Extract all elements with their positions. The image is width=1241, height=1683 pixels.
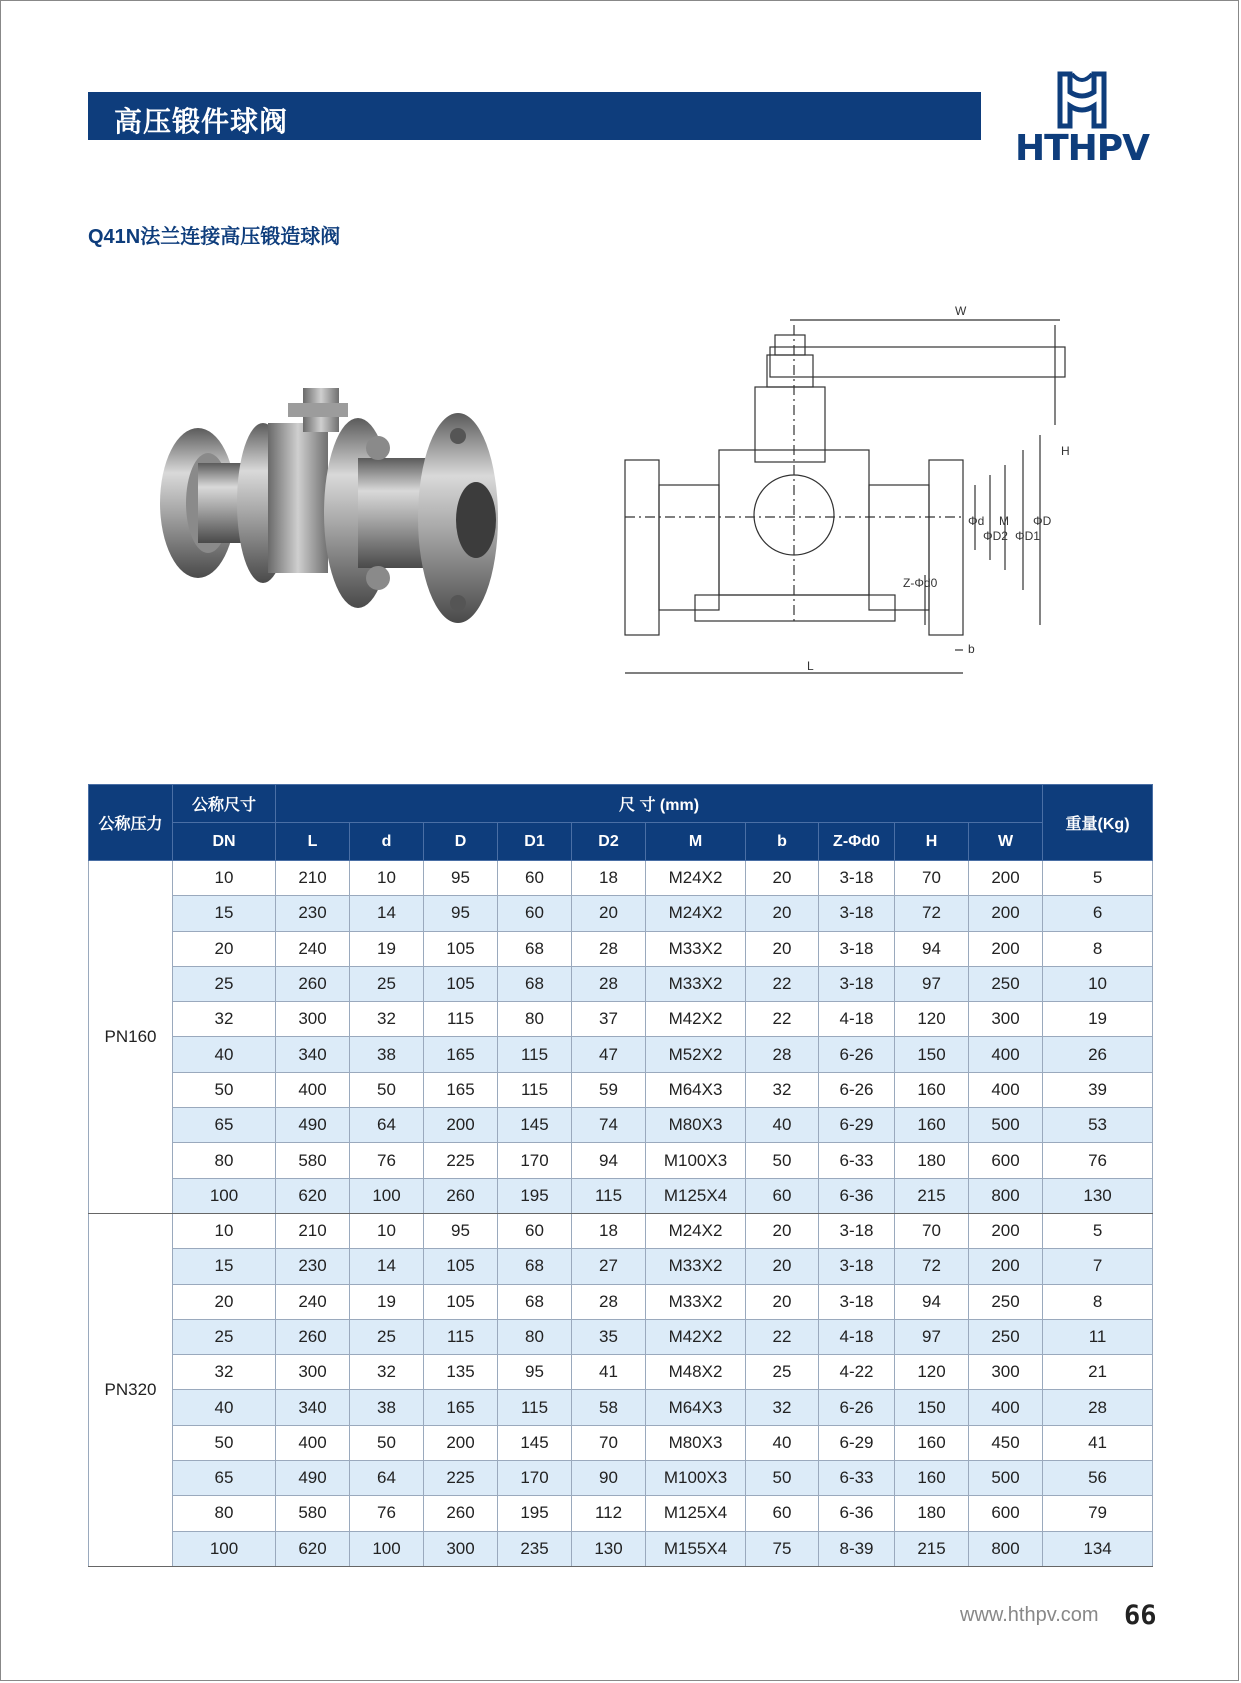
header-size: 公称尺寸 (173, 785, 276, 823)
header-dimensions: 尺 寸 (mm) (276, 785, 1043, 823)
table-cell: 20 (746, 1284, 819, 1319)
table-cell: M24X2 (646, 861, 746, 896)
table-cell: 32 (173, 1002, 276, 1037)
table-cell: 134 (1043, 1531, 1153, 1566)
footer-url: www.hthpv.com (960, 1604, 1099, 1626)
table-cell: 79 (1043, 1496, 1153, 1531)
table-cell: 25 (350, 966, 424, 1001)
table-cell: 5 (1043, 861, 1153, 896)
table-row (89, 861, 1153, 896)
table-cell: 3-18 (819, 861, 895, 896)
table-cell: 64 (350, 1108, 424, 1143)
table-cell: 225 (424, 1461, 498, 1496)
table-cell: 97 (895, 1319, 969, 1354)
table-cell: 40 (173, 1390, 276, 1425)
table-cell: 70 (895, 861, 969, 896)
table-cell: 160 (895, 1108, 969, 1143)
table-row (89, 1072, 1153, 1107)
table-cell: 8-39 (819, 1531, 895, 1566)
table-cell: 600 (969, 1496, 1043, 1531)
table-cell: M80X3 (646, 1108, 746, 1143)
table-cell: 20 (746, 1249, 819, 1284)
table-cell: 60 (498, 861, 572, 896)
table-cell: 38 (350, 1390, 424, 1425)
table-cell: 18 (572, 861, 646, 896)
header-pressure: 公称压力 (89, 785, 173, 861)
product-subtitle: Q41N法兰连接高压锻造球阀 (88, 226, 341, 248)
table-cell: 47 (572, 1037, 646, 1072)
table-cell: 500 (969, 1108, 1043, 1143)
table-cell: 20 (746, 861, 819, 896)
table-cell: M125X4 (646, 1496, 746, 1531)
table-cell: 260 (424, 1496, 498, 1531)
table-cell: 10 (350, 861, 424, 896)
table-row (89, 1284, 1153, 1319)
table-cell: 150 (895, 1037, 969, 1072)
table-cell: M24X2 (646, 896, 746, 931)
table-cell: 70 (572, 1425, 646, 1460)
table-cell: 195 (498, 1178, 572, 1213)
table-cell: 50 (173, 1072, 276, 1107)
table-cell: M33X2 (646, 931, 746, 966)
table-cell: 4-18 (819, 1002, 895, 1037)
table-cell: 68 (498, 1284, 572, 1319)
table-cell: M42X2 (646, 1319, 746, 1354)
table-cell: 135 (424, 1355, 498, 1390)
table-cell: 32 (350, 1002, 424, 1037)
spec-table-body (89, 861, 1153, 1567)
table-cell: 4-22 (819, 1355, 895, 1390)
table-cell: 25 (350, 1319, 424, 1354)
table-cell: 40 (746, 1425, 819, 1460)
table-cell: 6-29 (819, 1108, 895, 1143)
table-cell: 7 (1043, 1249, 1153, 1284)
table-cell: 500 (969, 1461, 1043, 1496)
dim-label-b: b (968, 642, 975, 656)
table-cell: 3-18 (819, 966, 895, 1001)
header-col-w: W (969, 823, 1043, 861)
table-cell: 38 (350, 1037, 424, 1072)
table-cell: 150 (895, 1390, 969, 1425)
table-cell: 6-33 (819, 1461, 895, 1496)
table-row (89, 1178, 1153, 1213)
table-cell: 26 (1043, 1037, 1153, 1072)
dim-label-w: W (955, 304, 967, 318)
table-row (89, 931, 1153, 966)
table-cell: M80X3 (646, 1425, 746, 1460)
table-cell: 180 (895, 1143, 969, 1178)
table-cell: 170 (498, 1461, 572, 1496)
page-title: 高压锻件球阀 (114, 106, 289, 137)
table-cell: 28 (572, 931, 646, 966)
table-cell: 145 (498, 1108, 572, 1143)
table-cell: 160 (895, 1461, 969, 1496)
dim-label-phi-bigd: ΦD (1033, 514, 1052, 528)
table-cell: 400 (969, 1072, 1043, 1107)
table-cell: 3-18 (819, 896, 895, 931)
table-cell: 41 (1043, 1425, 1153, 1460)
table-cell: 225 (424, 1143, 498, 1178)
table-cell: 200 (969, 896, 1043, 931)
table-cell: 32 (746, 1072, 819, 1107)
table-cell: 14 (350, 896, 424, 931)
table-cell: 32 (350, 1355, 424, 1390)
table-cell: 580 (276, 1496, 350, 1531)
table-cell: 60 (746, 1496, 819, 1531)
table-cell: 300 (969, 1355, 1043, 1390)
table-cell: 105 (424, 1249, 498, 1284)
table-cell: 490 (276, 1461, 350, 1496)
table-cell: 59 (572, 1072, 646, 1107)
table-cell: 37 (572, 1002, 646, 1037)
table-cell: 400 (969, 1390, 1043, 1425)
table-cell: 200 (424, 1425, 498, 1460)
table-cell: 19 (350, 1284, 424, 1319)
table-cell: 100 (350, 1178, 424, 1213)
table-cell: M100X3 (646, 1461, 746, 1496)
table-cell: 200 (969, 861, 1043, 896)
valve-photo (158, 388, 538, 638)
table-cell: 6-26 (819, 1037, 895, 1072)
table-cell: 340 (276, 1390, 350, 1425)
pressure-cell: PN160 (89, 861, 173, 1214)
table-row (89, 1496, 1153, 1531)
spec-table (88, 784, 1153, 1567)
table-cell: 32 (746, 1390, 819, 1425)
table-cell: 75 (746, 1531, 819, 1566)
dim-label-phi-d: Φd (968, 514, 985, 528)
table-cell: 3-18 (819, 1213, 895, 1248)
table-row (89, 966, 1153, 1001)
table-cell: 260 (276, 966, 350, 1001)
table-cell: 28 (572, 1284, 646, 1319)
header-col-h: H (895, 823, 969, 861)
table-cell: 130 (1043, 1178, 1153, 1213)
table-cell: 250 (969, 1319, 1043, 1354)
table-cell: 94 (572, 1143, 646, 1178)
table-cell: 160 (895, 1425, 969, 1460)
header-col-d2: D2 (572, 823, 646, 861)
table-cell: 40 (173, 1037, 276, 1072)
table-cell: 400 (276, 1425, 350, 1460)
table-cell: 25 (173, 966, 276, 1001)
table-cell: 76 (350, 1143, 424, 1178)
table-cell: M52X2 (646, 1037, 746, 1072)
dim-label-phi-d2: ΦD2 (983, 529, 1008, 543)
header-col-bigd: D (424, 823, 498, 861)
table-cell: 39 (1043, 1072, 1153, 1107)
table-cell: 580 (276, 1143, 350, 1178)
table-cell: M33X2 (646, 1249, 746, 1284)
table-cell: 230 (276, 1249, 350, 1284)
table-cell: 65 (173, 1108, 276, 1143)
table-cell: 180 (895, 1496, 969, 1531)
table-cell: 250 (969, 1284, 1043, 1319)
table-cell: 230 (276, 896, 350, 931)
table-cell: 28 (746, 1037, 819, 1072)
table-cell: 20 (746, 896, 819, 931)
table-cell: 97 (895, 966, 969, 1001)
table-row (89, 1249, 1153, 1284)
table-row (89, 1002, 1153, 1037)
table-cell: 18 (572, 1213, 646, 1248)
table-cell: 115 (424, 1319, 498, 1354)
table-cell: 165 (424, 1390, 498, 1425)
table-cell: 260 (276, 1319, 350, 1354)
page-number: 66 (1124, 1600, 1157, 1631)
table-cell: 6-26 (819, 1072, 895, 1107)
brand-logo (1012, 70, 1152, 170)
table-cell: 27 (572, 1249, 646, 1284)
table-cell: 6-36 (819, 1496, 895, 1531)
table-cell: 20 (746, 1213, 819, 1248)
header-weight: 重量(Kg) (1043, 785, 1153, 861)
table-cell: 3-18 (819, 1284, 895, 1319)
table-cell: 100 (173, 1531, 276, 1566)
table-cell: 94 (895, 1284, 969, 1319)
table-cell: 145 (498, 1425, 572, 1460)
table-cell: 19 (350, 931, 424, 966)
table-cell: 400 (969, 1037, 1043, 1072)
table-cell: 800 (969, 1178, 1043, 1213)
table-cell: 10 (1043, 966, 1153, 1001)
table-cell: 19 (1043, 1002, 1153, 1037)
table-cell: 112 (572, 1496, 646, 1531)
table-cell: 100 (350, 1531, 424, 1566)
table-cell: 490 (276, 1108, 350, 1143)
table-cell: 68 (498, 1249, 572, 1284)
table-cell: 74 (572, 1108, 646, 1143)
table-cell: M100X3 (646, 1143, 746, 1178)
table-cell: 35 (572, 1319, 646, 1354)
title-bar (88, 92, 981, 140)
table-cell: 3-18 (819, 1249, 895, 1284)
dim-label-h: H (1061, 444, 1070, 458)
table-cell: M42X2 (646, 1002, 746, 1037)
table-cell: 340 (276, 1037, 350, 1072)
table-cell: 165 (424, 1037, 498, 1072)
table-cell: 6-29 (819, 1425, 895, 1460)
dim-label-phi-d1: ΦD1 (1015, 529, 1040, 543)
table-cell: 300 (276, 1355, 350, 1390)
table-cell: M33X2 (646, 1284, 746, 1319)
table-cell: 200 (969, 931, 1043, 966)
table-cell: 160 (895, 1072, 969, 1107)
table-cell: 53 (1043, 1108, 1153, 1143)
table-cell: M33X2 (646, 966, 746, 1001)
table-cell: 95 (424, 1213, 498, 1248)
table-cell: 50 (350, 1072, 424, 1107)
table-cell: 64 (350, 1461, 424, 1496)
table-cell: 65 (173, 1461, 276, 1496)
table-cell: 6-26 (819, 1390, 895, 1425)
table-cell: 20 (173, 931, 276, 966)
table-cell: 105 (424, 1284, 498, 1319)
table-cell: 95 (424, 896, 498, 931)
table-cell: 8 (1043, 1284, 1153, 1319)
table-cell: 76 (350, 1496, 424, 1531)
table-cell: 32 (173, 1355, 276, 1390)
table-cell: 115 (424, 1002, 498, 1037)
table-row (89, 1425, 1153, 1460)
table-cell: 70 (895, 1213, 969, 1248)
table-cell: 120 (895, 1355, 969, 1390)
table-cell: 4-18 (819, 1319, 895, 1354)
header-col-z-d0: Z-Φd0 (819, 823, 895, 861)
logo-text: HTHPV (1014, 128, 1150, 169)
table-cell: 50 (350, 1425, 424, 1460)
table-row (89, 1355, 1153, 1390)
table-row (89, 1319, 1153, 1354)
table-cell: 300 (424, 1531, 498, 1566)
table-cell: M64X3 (646, 1390, 746, 1425)
table-cell: 115 (498, 1072, 572, 1107)
table-cell: 800 (969, 1531, 1043, 1566)
table-cell: 6-33 (819, 1143, 895, 1178)
table-cell: 50 (173, 1425, 276, 1460)
table-cell: 215 (895, 1531, 969, 1566)
table-cell: 50 (746, 1143, 819, 1178)
table-cell: 400 (276, 1072, 350, 1107)
table-cell: M64X3 (646, 1072, 746, 1107)
table-cell: 41 (572, 1355, 646, 1390)
table-cell: 25 (746, 1355, 819, 1390)
table-cell: 210 (276, 861, 350, 896)
table-cell: 450 (969, 1425, 1043, 1460)
table-cell: 115 (498, 1037, 572, 1072)
table-cell: 165 (424, 1072, 498, 1107)
table-cell: 14 (350, 1249, 424, 1284)
table-cell: 60 (498, 1213, 572, 1248)
table-cell: M125X4 (646, 1178, 746, 1213)
table-cell: 130 (572, 1531, 646, 1566)
table-cell: 170 (498, 1143, 572, 1178)
table-cell: 620 (276, 1178, 350, 1213)
pressure-cell: PN320 (89, 1213, 173, 1566)
table-cell: 60 (746, 1178, 819, 1213)
table-cell: 21 (1043, 1355, 1153, 1390)
table-row (89, 896, 1153, 931)
table-cell: 300 (969, 1002, 1043, 1037)
table-cell: 115 (498, 1390, 572, 1425)
header-col-m: M (646, 823, 746, 861)
table-cell: 80 (173, 1143, 276, 1178)
table-cell: 25 (173, 1319, 276, 1354)
table-cell: 20 (173, 1284, 276, 1319)
table-row (89, 1108, 1153, 1143)
dimension-drawing (625, 304, 1115, 680)
logo-mark-icon (1012, 70, 1152, 130)
header-col-d: d (350, 823, 424, 861)
table-cell: 100 (173, 1178, 276, 1213)
table-cell: 28 (572, 966, 646, 1001)
table-cell: 15 (173, 896, 276, 931)
table-row (89, 1461, 1153, 1496)
table-cell: 22 (746, 1002, 819, 1037)
table-cell: 235 (498, 1531, 572, 1566)
table-cell: 72 (895, 1249, 969, 1284)
table-cell: 200 (969, 1249, 1043, 1284)
header-col-l: L (276, 823, 350, 861)
header-col-d1: D1 (498, 823, 572, 861)
table-cell: 15 (173, 1249, 276, 1284)
table-cell: 260 (424, 1178, 498, 1213)
table-cell: 28 (1043, 1390, 1153, 1425)
table-cell: 120 (895, 1002, 969, 1037)
table-cell: 20 (746, 931, 819, 966)
table-cell: M48X2 (646, 1355, 746, 1390)
table-cell: 68 (498, 931, 572, 966)
table-cell: 6 (1043, 896, 1153, 931)
table-cell: 195 (498, 1496, 572, 1531)
table-cell: 11 (1043, 1319, 1153, 1354)
table-row (89, 1037, 1153, 1072)
table-cell: 250 (969, 966, 1043, 1001)
table-cell: 10 (173, 1213, 276, 1248)
table-cell: 50 (746, 1461, 819, 1496)
table-cell: 10 (173, 861, 276, 896)
table-row (89, 1531, 1153, 1566)
table-cell: 105 (424, 966, 498, 1001)
table-row (89, 1390, 1153, 1425)
table-row (89, 1213, 1153, 1248)
table-cell: 40 (746, 1108, 819, 1143)
table-cell: 200 (424, 1108, 498, 1143)
table-cell: 76 (1043, 1143, 1153, 1178)
table-cell: 215 (895, 1178, 969, 1213)
table-cell: 94 (895, 931, 969, 966)
table-cell: 105 (424, 931, 498, 966)
table-cell: 95 (498, 1355, 572, 1390)
table-row (89, 1143, 1153, 1178)
table-cell: 60 (498, 896, 572, 931)
table-cell: 210 (276, 1213, 350, 1248)
table-cell: 20 (572, 896, 646, 931)
table-cell: 22 (746, 966, 819, 1001)
table-cell: 3-18 (819, 931, 895, 966)
table-cell: 240 (276, 1284, 350, 1319)
table-cell: M24X2 (646, 1213, 746, 1248)
table-cell: 80 (498, 1002, 572, 1037)
table-cell: 115 (572, 1178, 646, 1213)
table-cell: 56 (1043, 1461, 1153, 1496)
dim-label-m: M (999, 514, 1009, 528)
table-cell: 300 (276, 1002, 350, 1037)
table-cell: 8 (1043, 931, 1153, 966)
table-cell: 95 (424, 861, 498, 896)
table-cell: 72 (895, 896, 969, 931)
table-cell: 22 (746, 1319, 819, 1354)
dim-label-z-phi-d0: Z-Φd0 (903, 576, 938, 590)
header-col-b: b (746, 823, 819, 861)
table-cell: 10 (350, 1213, 424, 1248)
table-cell: 6-36 (819, 1178, 895, 1213)
table-cell: M155X4 (646, 1531, 746, 1566)
header-dn: DN (173, 823, 276, 861)
table-cell: 240 (276, 931, 350, 966)
table-cell: 80 (173, 1496, 276, 1531)
table-cell: 620 (276, 1531, 350, 1566)
table-cell: 58 (572, 1390, 646, 1425)
table-cell: 600 (969, 1143, 1043, 1178)
dim-label-l: L (807, 659, 814, 673)
table-cell: 200 (969, 1213, 1043, 1248)
table-cell: 80 (498, 1319, 572, 1354)
table-cell: 90 (572, 1461, 646, 1496)
table-cell: 5 (1043, 1213, 1153, 1248)
table-cell: 68 (498, 966, 572, 1001)
